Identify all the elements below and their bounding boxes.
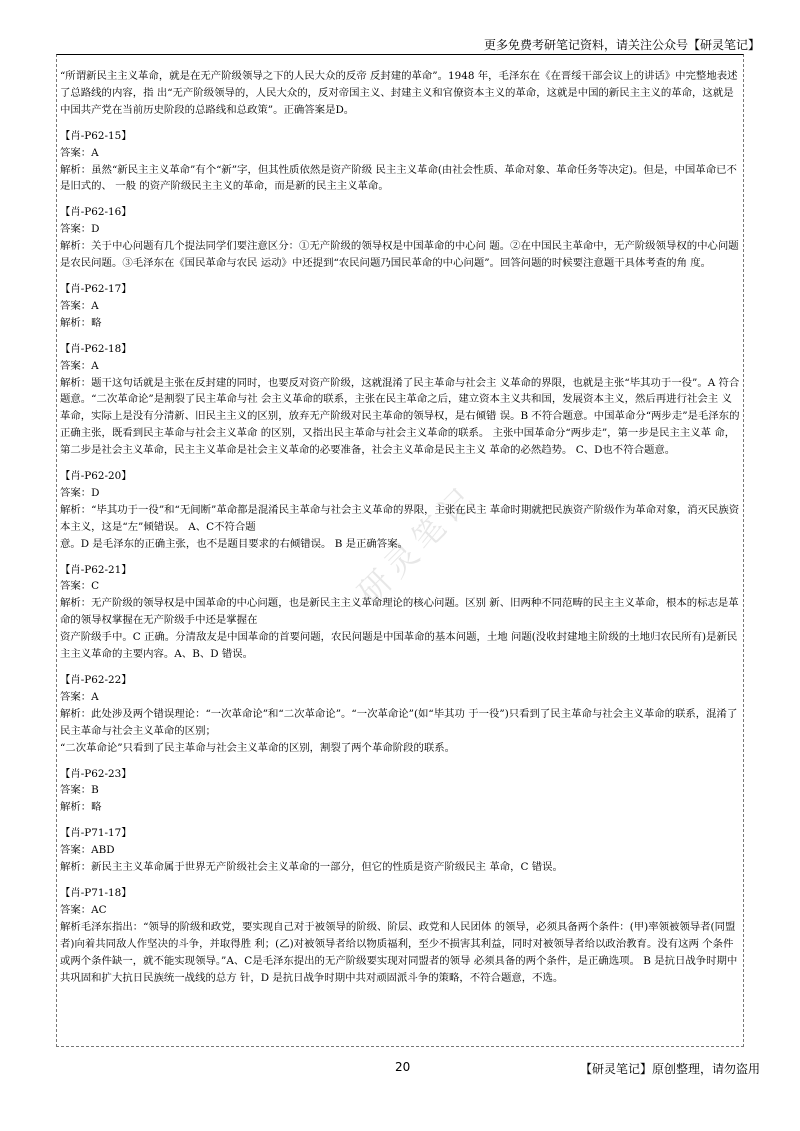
explanation: 解析：无产阶级的领导权是中国革命的中心问题，也是新民主主义革命理论的核心问题。区别 新、旧两种不同范畴的民主主义革命，根本的标志是革命的领导权掌握在无产阶级手中还是掌握在 bbox=[60, 597, 739, 627]
explanation: 解析：“毕其功于一役”和“无间断”革命都是混淆民主革命与社会主义革命的界限，主张在民主 革命时期就把民族资产阶级作为革命对象，消灭民族资本主义，这是“左”倾错误。 A、C不符合题 bbox=[60, 503, 740, 533]
page-header: 更多免费考研笔记资料，请关注公众号【研灵笔记】 bbox=[483, 38, 760, 52]
answer: 答案：D bbox=[60, 486, 100, 499]
explanation: 解析：此处涉及两个错误理论：“一次革命论”和“二次革命论”。“一次革命论”(如“毕其功 于一役”)只看到了民主革命与社会主义革命的联系，混淆了民主革命与社会主义革命的区别； bbox=[60, 707, 738, 737]
explanation: 意。D 是毛泽东的正确主张，也不是题目要求的右倾错误。 B 是正确答案。 bbox=[60, 537, 408, 550]
answer: 答案：B bbox=[60, 784, 99, 797]
watermark: 研灵笔记 bbox=[350, 477, 485, 612]
list-item bbox=[60, 672, 742, 757]
entries-list bbox=[60, 128, 742, 987]
list-item bbox=[60, 766, 742, 817]
answer: 答案：AC bbox=[60, 903, 107, 916]
explanation: 解析：题干这句话就是主张在反封建的同时，也要反对资产阶级，这就混淆了民主革命与社会主 义革命的界限，也就是主张“毕其功于一役”。A 符合题意。“二次革命论”是割裂了民主革命与社 会主义革命的联系，主张在民主革命之后，建立资本主义共和国，发展资本主义，然后再进行社会主 义革命，实际上是没有分清新、旧民主主义的区别，放弃无产阶级对民主革命的领导权，是右倾错 误。B 不符合题意。中国革命分“两步走”是毛泽东的正确主张，既看到民主革命与社会主义革命 的区别，又指出民主革命与社会主义革命的联系。 主张中国革命分“两步走”，第一步是民主主义革 命，第二步是社会主义革命，民主主义革命是社会主义革命的必要准备，社会主义革命是民主主义 革命的必然趋势。 C、D也不符合题意。 bbox=[60, 376, 740, 457]
question-code: 【肖-P62-17】 bbox=[60, 282, 132, 295]
answer: 答案：C bbox=[60, 580, 100, 593]
list-item bbox=[60, 562, 742, 663]
answer: 答案：A bbox=[60, 299, 99, 312]
answer: 答案：A bbox=[60, 690, 99, 703]
question-code: 【肖-P71-18】 bbox=[60, 886, 132, 899]
answer: 答案：A bbox=[60, 359, 99, 372]
list-item bbox=[60, 468, 742, 553]
answer: 答案：A bbox=[60, 146, 99, 159]
question-code: 【肖-P62-23】 bbox=[60, 767, 132, 780]
question-code: 【肖-P62-21】 bbox=[60, 563, 132, 576]
list-item bbox=[60, 281, 742, 332]
question-code: 【肖-P62-15】 bbox=[60, 129, 132, 142]
answer: 答案：D bbox=[60, 223, 100, 236]
page-number: 20 bbox=[395, 1060, 411, 1074]
question-code: 【肖-P62-22】 bbox=[60, 674, 132, 686]
explanation: 解析：略 bbox=[60, 801, 102, 814]
intro-paragraph: “所谓新民主主义革命，就是在无产阶级领导之下的人民大众的反帝 反封建的革命”。1948 年，毛泽东在《在晋绥干部会议上的讲话》中完整地表述了总路线的内容，指 出“无产阶级领导的，人民大众的，反对帝国主义、封建主义和官僚资本主义的革命，这就是中国的新民主主义的革命，这就是中国共产党在当前历史阶段的总路线和总政策”。正确答案是D。 bbox=[60, 70, 738, 116]
explanation: “二次革命论”只看到了民主革命与社会主义革命的区别，割裂了两个革命阶段的联系。 bbox=[60, 741, 456, 754]
footer-note: 【研灵笔记】原创整理，请勿盗用 bbox=[579, 1062, 760, 1076]
list-item bbox=[60, 885, 742, 986]
explanation: 解析：虽然“新民主主义革命”有个“新”字，但其性质依然是资产阶级 民主主义革命(由社会性质、革命对象、革命任务等决定)。但是，中国革命已不是旧式的、 一般 的资产阶级民主主义的革命，而是新的民主主义革命。 bbox=[60, 163, 737, 193]
answer: 答案：ABD bbox=[60, 844, 115, 857]
list-item bbox=[60, 128, 742, 196]
explanation: 解析毛泽东指出：“领导的阶级和政党，要实现自己对于被领导的阶级、阶层、政党和人民团体 的领导，必须具备两个条件：(甲)率领被领导者(同盟者)向着共同敌人作坚决的斗争，并取得胜 利；(乙)对被领导者给以物质福利，至少不损害其利益，同时对被领导者给以政治教育。没有这两 个条件或两个条件缺一，就不能实现领导。”A、C是毛泽东提出的无产阶级要实现对同盟者的领导 必须具备的两个条件，是正确选项。 B 是抗日战争时期中共巩固和扩大抗日民族统一战线的总方 针，D 是抗日战争时期中共对顽固派斗争的策略，不符合题意，不选。 bbox=[60, 920, 738, 984]
question-code: 【肖-P62-16】 bbox=[60, 206, 132, 219]
list-item bbox=[60, 341, 742, 459]
list-item bbox=[60, 204, 742, 272]
explanation: 资产阶级手中。C 正确。分清敌友是中国革命的首要问题，农民问题是中国革命的基本问题，土地 问题(没收封建地主阶级的土地归农民所有)是新民主主义革命的主要内容。A、B、D 错误。 bbox=[60, 631, 738, 661]
question-code: 【肖-P62-20】 bbox=[60, 470, 132, 483]
explanation: 解析：关于中心问题有几个提法同学们要注意区分：①无产阶级的领导权是中国革命的中心问 题。②在中国民主革命中，无产阶级领导权的中心问题是农民问题。③毛泽东在《国民革命与农民 运动》中还提到“农民问题乃国民革命的中心问题”。回答问题的时候要注意题干具体考查的角 度。 bbox=[60, 240, 739, 270]
question-code: 【肖-P71-17】 bbox=[60, 827, 132, 840]
explanation: 解析：略 bbox=[60, 316, 102, 329]
content bbox=[60, 68, 742, 986]
explanation: 解析：新民主主义革命属于世界无产阶级社会主义革命的一部分，但它的性质是资产阶级民主 革命，C 错误。 bbox=[60, 861, 563, 874]
question-code: 【肖-P62-18】 bbox=[60, 342, 132, 355]
list-item bbox=[60, 825, 742, 876]
